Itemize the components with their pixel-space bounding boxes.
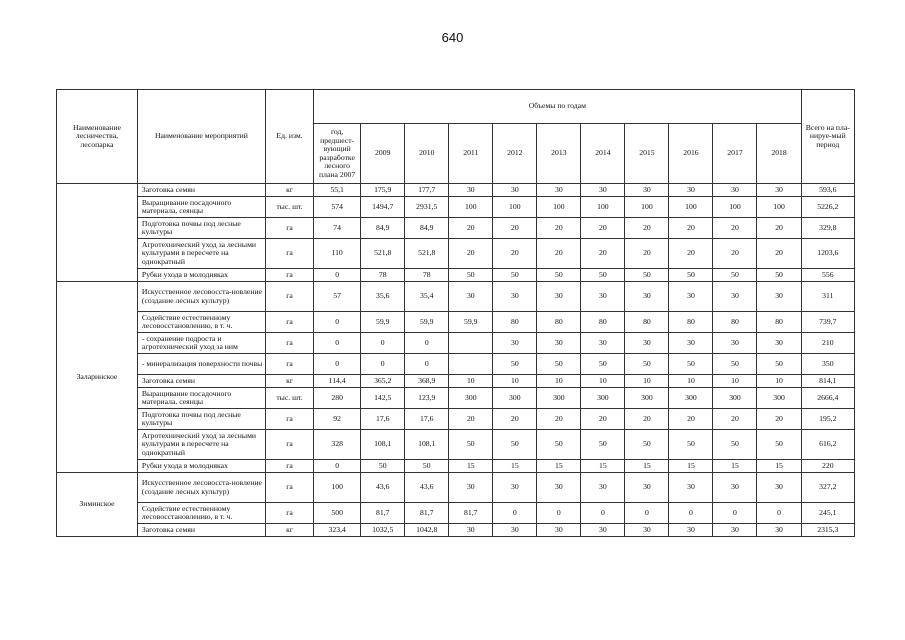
value-cell: 50 [757,354,801,375]
total-cell: 329,8 [801,218,854,239]
value-cell: 50 [713,430,757,460]
value-cell: 50 [449,430,493,460]
unit-cell: га [265,354,313,375]
unit-cell: кг [265,375,313,388]
value-cell: 30 [581,524,625,537]
value-cell: 368,9 [405,375,449,388]
value-cell: 100 [493,197,537,218]
value-cell: 81,7 [405,503,449,524]
value-cell: 15 [757,460,801,473]
value-cell: 1042,8 [405,524,449,537]
value-cell: 50 [669,269,713,282]
value-cell: 521,8 [405,239,449,269]
table-row [57,239,855,269]
value-cell: 20 [625,239,669,269]
activity-cell: Заготовка семян [137,375,265,388]
total-cell: 556 [801,269,854,282]
value-cell: 0 [314,333,361,354]
unit-cell: кг [265,184,313,197]
table-row [57,312,855,333]
value-cell: 20 [625,218,669,239]
activity-cell: Подготовка почвы под лесные культуры [137,409,265,430]
total-cell: 593,6 [801,184,854,197]
value-cell: 78 [361,269,405,282]
unit-cell: га [265,218,313,239]
total-cell: 311 [801,282,854,312]
value-cell: 30 [493,524,537,537]
value-cell: 35,4 [405,282,449,312]
value-cell: 30 [757,282,801,312]
value-cell: 30 [625,473,669,503]
value-cell: 15 [493,460,537,473]
header-base-year: год, предшест-вующий разработке лесного плана 2007 [314,124,361,184]
value-cell: 365,2 [361,375,405,388]
value-cell: 30 [669,473,713,503]
value-cell: 15 [581,460,625,473]
value-cell: 20 [669,239,713,269]
value-cell: 55,1 [314,184,361,197]
value-cell: 1494,7 [361,197,405,218]
total-cell: 2666,4 [801,388,854,409]
header-year-2010: 2010 [405,124,449,184]
value-cell: 59,9 [405,312,449,333]
district-cell: Заларинское [57,282,138,473]
value-cell: 123,9 [405,388,449,409]
unit-cell: га [265,473,313,503]
value-cell: 30 [713,282,757,312]
value-cell: 20 [537,239,581,269]
value-cell: 0 [361,333,405,354]
activity-cell: Искусственное лесовосста-новление (создание лесных культур) [137,282,265,312]
value-cell: 30 [757,333,801,354]
value-cell: 300 [713,388,757,409]
value-cell: 50 [493,354,537,375]
value-cell: 84,9 [405,218,449,239]
value-cell: 30 [537,524,581,537]
value-cell: 300 [537,388,581,409]
value-cell: 30 [537,184,581,197]
header-year-2014: 2014 [581,124,625,184]
value-cell: 30 [625,184,669,197]
value-cell: 0 [314,312,361,333]
header-year-2011: 2011 [449,124,493,184]
value-cell: 50 [493,430,537,460]
table-body [57,184,855,537]
value-cell: 10 [713,375,757,388]
value-cell: 30 [449,524,493,537]
table-row [57,473,855,503]
value-cell: 30 [713,333,757,354]
value-cell: 50 [625,269,669,282]
header-year-2013: 2013 [537,124,581,184]
value-cell: 300 [493,388,537,409]
value-cell: 50 [713,269,757,282]
activity-cell: Агротехнический уход за лесными культурами в пересчете на однократный [137,239,265,269]
value-cell: 175,9 [361,184,405,197]
unit-cell: га [265,312,313,333]
value-cell: 50 [669,354,713,375]
value-cell: 574 [314,197,361,218]
value-cell: 10 [581,375,625,388]
activity-cell: Содействие естественному лесовосстановлению, в т. ч. [137,312,265,333]
value-cell: 15 [713,460,757,473]
value-cell: 30 [625,524,669,537]
value-cell: 30 [493,333,537,354]
table-row [57,184,855,197]
value-cell: 50 [405,460,449,473]
activity-cell: - минерализация поверхности почвы [137,354,265,375]
value-cell: 35,6 [361,282,405,312]
value-cell: 80 [625,312,669,333]
value-cell: 142,5 [361,388,405,409]
value-cell: 0 [361,354,405,375]
value-cell: 50 [493,269,537,282]
value-cell: 0 [713,503,757,524]
value-cell: 20 [493,239,537,269]
value-cell: 20 [713,218,757,239]
value-cell: 0 [757,503,801,524]
page-number: 640 [441,30,464,45]
value-cell: 30 [537,333,581,354]
value-cell: 20 [493,409,537,430]
value-cell: 30 [581,184,625,197]
table-header [57,90,855,184]
header-total: Всего на пла-нируе-мый период [801,90,854,184]
value-cell: 30 [625,333,669,354]
table-row [57,375,855,388]
value-cell: 30 [713,524,757,537]
value-cell: 20 [625,409,669,430]
value-cell: 323,4 [314,524,361,537]
value-cell: 84,9 [361,218,405,239]
value-cell: 20 [757,218,801,239]
activity-cell: Заготовка семян [137,184,265,197]
table-row [57,197,855,218]
value-cell: 15 [537,460,581,473]
value-cell: 521,8 [361,239,405,269]
value-cell: 20 [669,218,713,239]
value-cell: 20 [449,409,493,430]
value-cell: 20 [581,409,625,430]
value-cell: 100 [669,197,713,218]
total-cell: 1203,6 [801,239,854,269]
value-cell: 0 [314,269,361,282]
value-cell: 100 [449,197,493,218]
value-cell: 300 [757,388,801,409]
value-cell: 108,1 [361,430,405,460]
table-row [57,218,855,239]
value-cell: 0 [493,503,537,524]
activity-cell: Искусственное лесовосста-новление (создание лесных культур) [137,473,265,503]
value-cell: 20 [713,409,757,430]
value-cell: 100 [314,473,361,503]
table-row [57,409,855,430]
table-row [57,460,855,473]
activity-cell: Подготовка почвы под лесные культуры [137,218,265,239]
value-cell: 30 [493,184,537,197]
value-cell: 17,6 [361,409,405,430]
total-cell: 350 [801,354,854,375]
value-cell: 0 [405,354,449,375]
value-cell: 10 [449,375,493,388]
value-cell: 50 [669,430,713,460]
value-cell: 10 [537,375,581,388]
value-cell: 78 [405,269,449,282]
header-year-2018: 2018 [757,124,801,184]
total-cell: 220 [801,460,854,473]
value-cell: 328 [314,430,361,460]
value-cell: 0 [581,503,625,524]
value-cell [449,333,493,354]
header-unit: Ед. изм. [265,90,313,184]
value-cell: 43,6 [405,473,449,503]
value-cell: 20 [493,218,537,239]
value-cell: 57 [314,282,361,312]
value-cell: 10 [625,375,669,388]
value-cell: 300 [581,388,625,409]
value-cell: 108,1 [405,430,449,460]
value-cell: 114,4 [314,375,361,388]
value-cell: 50 [449,269,493,282]
header-year-2017: 2017 [713,124,757,184]
value-cell: 15 [625,460,669,473]
value-cell: 30 [493,282,537,312]
forestry-plan-table [56,89,855,537]
value-cell: 20 [581,218,625,239]
value-cell: 30 [493,473,537,503]
value-cell: 50 [361,460,405,473]
value-cell: 110 [314,239,361,269]
value-cell: 80 [537,312,581,333]
value-cell: 15 [669,460,713,473]
value-cell: 10 [669,375,713,388]
value-cell: 30 [713,184,757,197]
value-cell: 50 [537,354,581,375]
table-row [57,430,855,460]
value-cell: 43,6 [361,473,405,503]
value-cell: 100 [625,197,669,218]
value-cell: 30 [537,473,581,503]
value-cell: 280 [314,388,361,409]
value-cell: 50 [537,430,581,460]
header-year-2015: 2015 [625,124,669,184]
activity-cell: Агротехнический уход за лесными культурами в пересчете на однократный [137,430,265,460]
value-cell: 80 [757,312,801,333]
value-cell: 300 [625,388,669,409]
value-cell: 100 [757,197,801,218]
value-cell: 300 [669,388,713,409]
total-cell: 5226,2 [801,197,854,218]
activity-cell: Рубки ухода в молодняках [137,460,265,473]
value-cell: 20 [449,218,493,239]
value-cell: 20 [669,409,713,430]
value-cell: 15 [449,460,493,473]
value-cell: 0 [405,333,449,354]
header-district: Наименование лесничества, лесопарка [57,90,138,184]
value-cell: 100 [581,197,625,218]
value-cell: 20 [713,239,757,269]
table-row [57,333,855,354]
value-cell: 30 [581,473,625,503]
unit-cell: тыс. шт. [265,388,313,409]
value-cell: 50 [625,354,669,375]
value-cell: 30 [669,282,713,312]
value-cell: 30 [581,333,625,354]
value-cell: 50 [537,269,581,282]
value-cell: 1032,5 [361,524,405,537]
value-cell: 92 [314,409,361,430]
total-cell: 616,2 [801,430,854,460]
value-cell: 20 [581,239,625,269]
unit-cell: га [265,269,313,282]
total-cell: 814,1 [801,375,854,388]
value-cell: 30 [449,184,493,197]
total-cell: 327,2 [801,473,854,503]
value-cell: 2931,5 [405,197,449,218]
table-row [57,503,855,524]
value-cell: 59,9 [449,312,493,333]
value-cell: 100 [713,197,757,218]
value-cell: 10 [757,375,801,388]
value-cell: 100 [537,197,581,218]
value-cell: 50 [757,430,801,460]
value-cell: 80 [493,312,537,333]
value-cell: 0 [669,503,713,524]
total-cell: 2315,3 [801,524,854,537]
value-cell: 30 [581,282,625,312]
header-year-2012: 2012 [493,124,537,184]
value-cell: 30 [757,524,801,537]
value-cell: 20 [757,239,801,269]
value-cell: 50 [625,430,669,460]
activity-cell: Выращивание посадочного материала, сеянцы [137,197,265,218]
value-cell: 30 [757,473,801,503]
value-cell: 80 [713,312,757,333]
unit-cell: га [265,503,313,524]
total-cell: 245,1 [801,503,854,524]
value-cell [449,354,493,375]
value-cell: 30 [669,333,713,354]
value-cell: 50 [581,354,625,375]
header-year-2009: 2009 [361,124,405,184]
activity-cell: Выращивание посадочного материала, сеянцы [137,388,265,409]
unit-cell: га [265,409,313,430]
value-cell: 20 [449,239,493,269]
activity-cell: Рубки ухода в молодняках [137,269,265,282]
unit-cell: га [265,282,313,312]
value-cell: 30 [449,282,493,312]
value-cell: 20 [537,409,581,430]
activity-cell: Содействие естественному лесовосстановлению, в т. ч. [137,503,265,524]
value-cell: 300 [449,388,493,409]
value-cell: 30 [449,473,493,503]
header-year-2016: 2016 [669,124,713,184]
value-cell: 81,7 [361,503,405,524]
header-volumes: Объемы по годам [314,90,801,124]
value-cell: 30 [625,282,669,312]
value-cell: 17,6 [405,409,449,430]
unit-cell: га [265,430,313,460]
value-cell: 81,7 [449,503,493,524]
value-cell: 50 [581,269,625,282]
unit-cell: га [265,239,313,269]
value-cell: 0 [314,460,361,473]
unit-cell: тыс. шт. [265,197,313,218]
value-cell: 0 [625,503,669,524]
value-cell: 0 [537,503,581,524]
value-cell: 30 [713,473,757,503]
unit-cell: га [265,333,313,354]
table-row [57,354,855,375]
total-cell: 739,7 [801,312,854,333]
value-cell: 74 [314,218,361,239]
value-cell: 30 [669,524,713,537]
district-cell [57,184,138,282]
value-cell: 20 [757,409,801,430]
value-cell: 30 [757,184,801,197]
value-cell: 30 [537,282,581,312]
value-cell: 50 [757,269,801,282]
value-cell: 50 [581,430,625,460]
unit-cell: кг [265,524,313,537]
activity-cell: Заготовка семян [137,524,265,537]
value-cell: 500 [314,503,361,524]
table-row [57,269,855,282]
value-cell: 0 [314,354,361,375]
value-cell: 80 [581,312,625,333]
value-cell: 50 [713,354,757,375]
table-row [57,388,855,409]
table-row [57,524,855,537]
table-row [57,282,855,312]
value-cell: 59,9 [361,312,405,333]
value-cell: 20 [537,218,581,239]
total-cell: 210 [801,333,854,354]
value-cell: 30 [669,184,713,197]
value-cell: 177,7 [405,184,449,197]
activity-cell: - сохранение подроста и агротехнический уход за ним [137,333,265,354]
district-cell: Зиминское [57,473,138,537]
total-cell: 195,2 [801,409,854,430]
unit-cell: га [265,460,313,473]
header-activity: Наименование мероприятий [137,90,265,184]
value-cell: 10 [493,375,537,388]
value-cell: 80 [669,312,713,333]
